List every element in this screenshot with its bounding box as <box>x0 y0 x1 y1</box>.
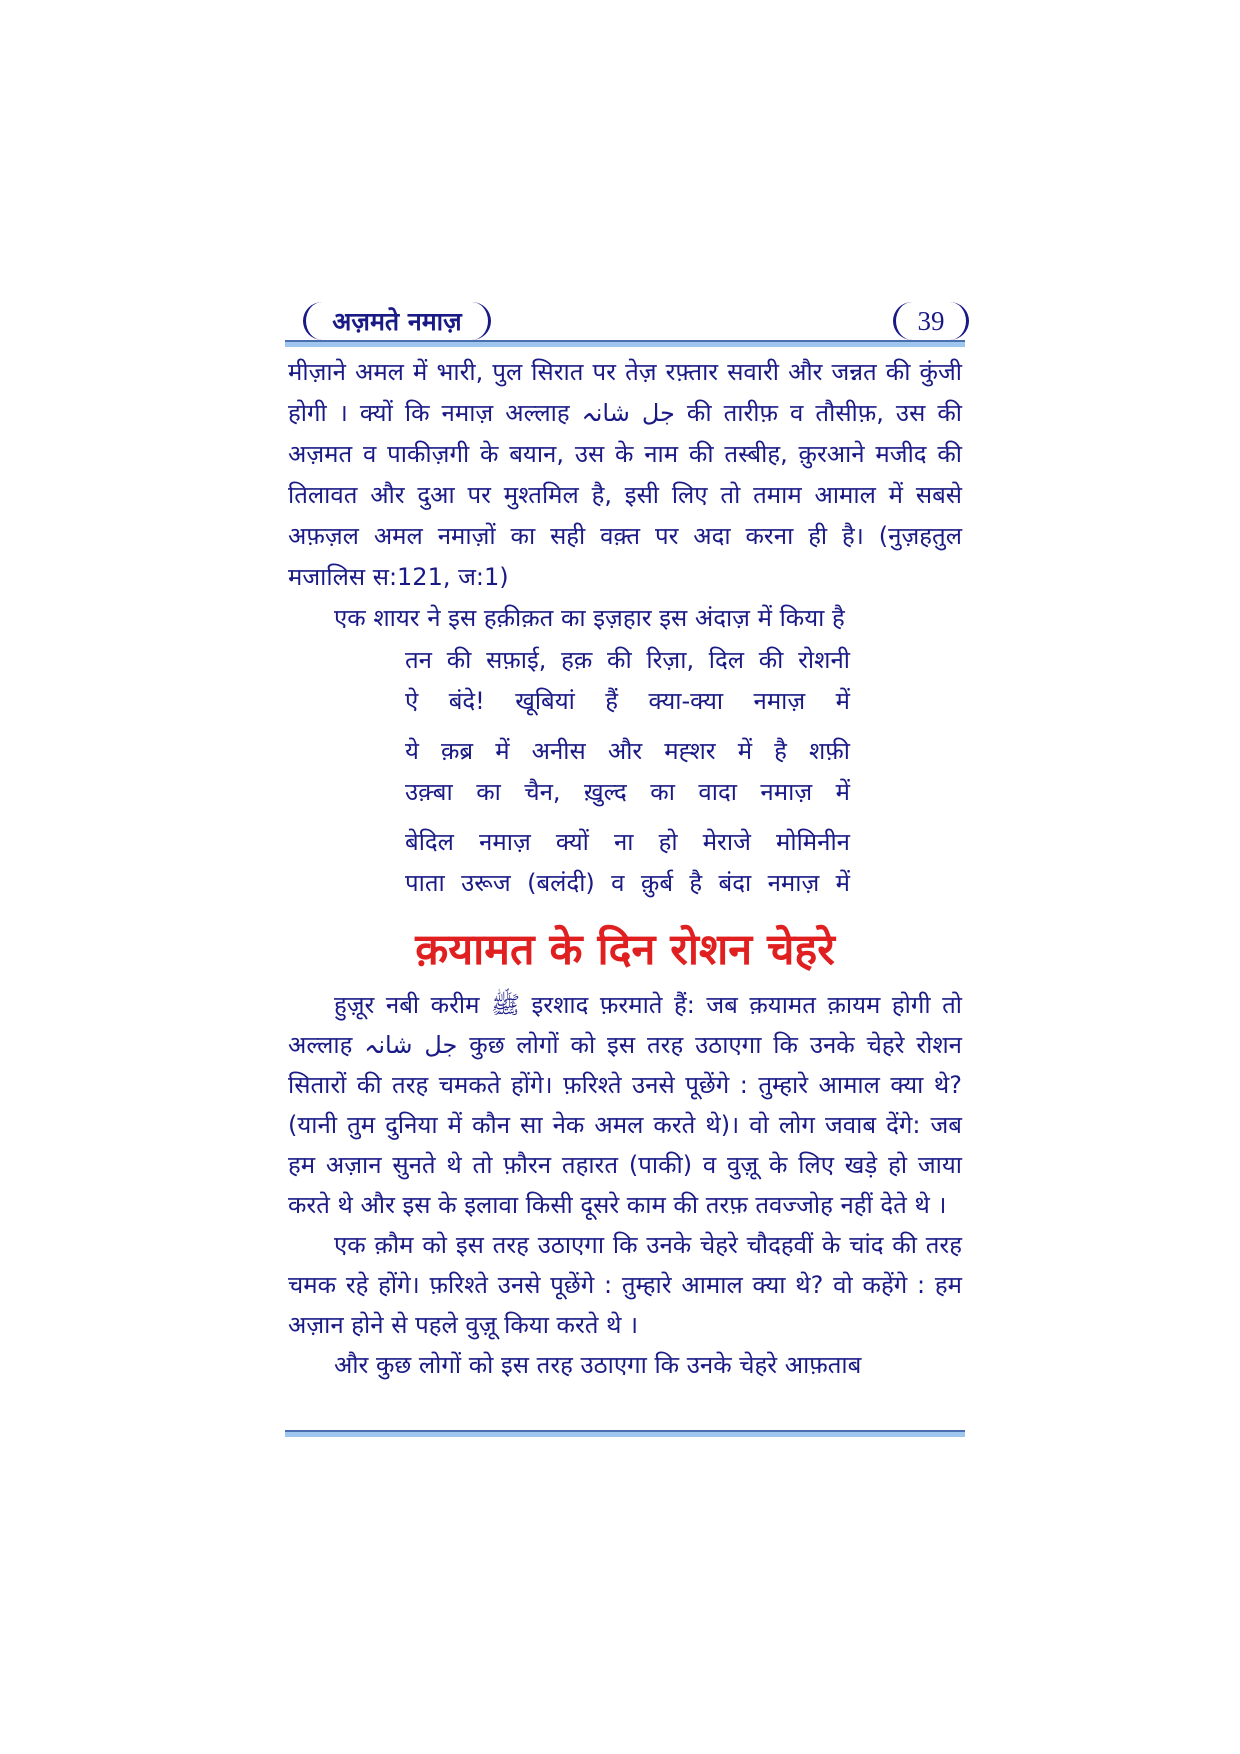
poem-line: तन की सफ़ाई, हक़ की रिज़ा, दिल की रोशनी <box>405 646 850 674</box>
poem-line: उक़्बा का चैन, ख़ुल्द का वादा नमाज़ में <box>405 778 850 806</box>
intro-section <box>288 352 962 639</box>
paragraph: हुज़ूर नबी करीम ﷺ इरशाद फ़रमाते हैं: जब क़यामत क़ायम होगी तो अल्लाह جل شانہ कुछ लोगों को इस तरह उठाएगा कि उनके चेहरे रोशन सितारों की तरह चमकते होंगे। फ़रिश्ते उनसे पूछेंगे : तुम्हारे आमाल क्या थे? (यानी तुम दुनिया में कौन सा नेक अमल करते थे)। वो लोग जवाब देंगे: जब हम अज़ान सुनते थे तो फ़ौरन तहारत (पाकी) व वुज़ू के लिए खड़े हो जाया करते थे और इस के इलावा किसी दूसरे काम की तरफ़ तवज्जोह नहीं देते थे । <box>288 991 962 1219</box>
footer-rule <box>285 1430 965 1437</box>
book-title: अज़मते नमाज़ <box>303 302 491 340</box>
header-rule <box>285 340 965 347</box>
poem-line: ये क़ब्र में अनीस और मह्शर में है शफ़ी <box>405 737 850 765</box>
poem <box>405 640 850 904</box>
poem-line: ऐ बंदे! खूबियां हैं क्या-क्या नमाज़ में <box>405 687 850 715</box>
intro-paragraph: मीज़ाने अमल में भारी, पुल सिरात पर तेज़ रफ़्तार सवारी और जन्नत की कुंजी होगी । क्यों कि नमाज़ अल्लाह جل شانہ की तारीफ़ व तौसीफ़, उस की अज़मत व पाकीज़गी के बयान, उस के नाम की तस्बीह, क़ुरआने मजीद की तिलावत और दुआ पर मुश्तमिल है, इसी लिए तो तमाम आमाल में सबसे अफ़ज़ल अमल नमाज़ों का सही वक़्त पर अदा करना ही है। (नुज़हतुल मजालिस स:121, ज:1) <box>288 358 962 591</box>
page-number: 39 <box>893 302 969 340</box>
main-section <box>288 985 962 1385</box>
section-heading: क़यामत के दिन रोशन चेहरे <box>415 925 835 975</box>
poem-line: पाता उरूज (बलंदी) व क़ुर्ब है बंदा नमाज़ में <box>405 869 850 897</box>
poem-line: बेदिल नमाज़ क्यों ना हो मेराजे मोमिनीन <box>405 828 850 856</box>
paragraph: एक क़ौम को इस तरह उठाएगा कि उनके चेहरे चौदहवीं के चांद की तरह चमक रहे होंगे। फ़रिश्ते उनसे पूछेंगे : तुम्हारे आमाल क्या थे? वो कहेंगे : हम अज़ान होने से पहले वुज़ू किया करते थे । <box>288 1231 962 1339</box>
paragraph: और कुछ लोगों को इस तरह उठाएगा कि उनके चेहरे आफ़ताब <box>334 1351 862 1379</box>
poem-intro: एक शायर ने इस हक़ीक़त का इज़हार इस अंदाज़ में किया है <box>334 604 845 632</box>
